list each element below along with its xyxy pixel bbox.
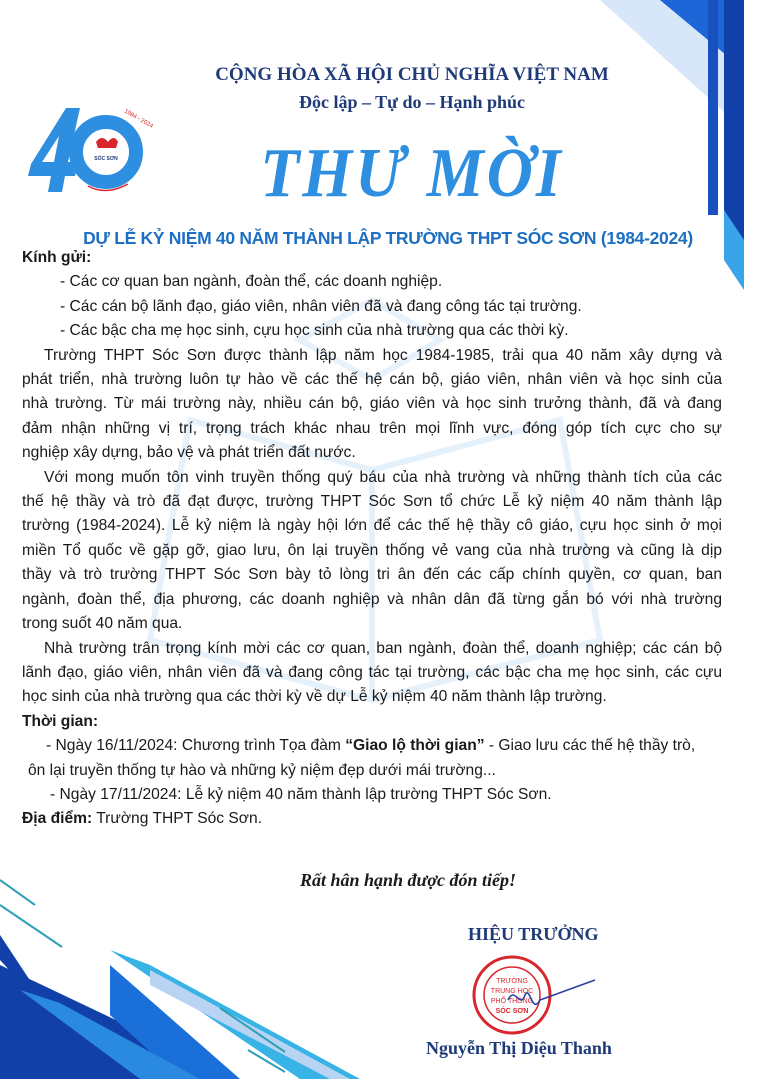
page-title: THƯ MỜI [260, 133, 564, 212]
schedule-event-1: - Ngày 16/11/2024: Chương trình Tọa đàm “Giao lộ thời gian” - Giao lưu các thế hệ thầy trò, [46, 737, 696, 755]
paragraph-line: Với mong muốn tôn vinh truyền thống quý báu của nhà trường và những thành tích của các [44, 468, 722, 486]
paragraph-line: trường (1984-2024). Lễ kỷ niệm là ngày hội lớn để các thế hệ thầy cô giáo, cựu học sinh ở mọi [22, 517, 722, 535]
svg-text:TRUNG HỌC: TRUNG HỌC [490, 988, 534, 995]
recipient-item: - Các bậc cha mẹ học sinh, cựu học sinh của nhà trường qua các thời kỳ. [60, 322, 569, 340]
paragraph-line: nhà trường. Từ mái trường này, nhiều cán bộ, giáo viên và học sinh trưởng thành, đã và đang [22, 395, 722, 413]
letter-body [22, 246, 722, 832]
paragraph-line: ngành, đoàn thể, địa phương, các doanh nghiệp và nhân dân đã từng gắn bó với nhà trường [22, 590, 722, 608]
schedule-event-2: - Ngày 17/11/2024: Lễ kỷ niệm 40 năm thành lập trường THPT Sóc Sơn. [50, 785, 552, 803]
paragraph-line: nghiệp xây dựng, bảo vệ và phát triển đất nước. [22, 444, 356, 462]
official-stamp [470, 955, 610, 1035]
motto: Độc lập – Tự do – Hạnh phúc [298, 92, 526, 112]
paragraph-line: đảm nhận những vị trí, trọng trách khác nhau trên mọi lĩnh vực, đóng góp tích cực cho sự [22, 419, 722, 437]
paragraph-line: lãnh đạo, giáo viên, nhân viên đã và đang công tác tại trường, các bậc cha mẹ học sinh, các cựu [22, 663, 722, 681]
svg-text:PHỔ THÔNG: PHỔ THÔNG [490, 998, 534, 1005]
paragraph-line: miền Tổ quốc về gặp gỡ, giao lưu, ôn lại truyền thống vẻ vang của nhà trường và cũng là dịp [22, 541, 722, 559]
paragraph-line: thế hệ thầy và trò đã đạt được, trường THPT Sóc Sơn tổ chức Lễ kỷ niệm 40 năm thành lập [22, 493, 722, 511]
paragraph-line: phát triển, nhà trường luôn tự hào về các thế hệ cán bộ, giáo viên, nhân viên và học sinh của [22, 371, 722, 389]
greeting-label: Kính gửi: [22, 249, 92, 266]
recipient-item: - Các cơ quan ban ngành, đoàn thể, các doanh nghiệp. [60, 273, 443, 291]
signatory-name: Nguyễn Thị Diệu Thanh [426, 1038, 612, 1058]
closing-remark: Rất hân hạnh được đón tiếp! [300, 870, 516, 890]
logo-years: 1984 - 2024 [123, 108, 154, 130]
paragraph-line: học sinh của nhà trường qua các thời kỳ về dự Lễ kỷ niệm 40 năm thành lập trường. [22, 688, 607, 706]
nation-heading: CỘNG HÒA XÃ HỘI CHỦ NGHĨA VIỆT NAM [215, 64, 609, 85]
paragraph-line: trong suốt 40 năm qua. [22, 615, 183, 633]
schedule-label: Thời gian: [22, 712, 99, 730]
paragraph-line: thầy và trò trường THPT Sóc Sơn bày tỏ lòng tri ân đến các cấp chính quyền, cơ quan, ban [22, 566, 722, 584]
logo-school: SÓC SƠN [94, 156, 118, 162]
paragraph-line: Trường THPT Sóc Sơn được thành lập năm học 1984-1985, trải qua 40 năm xây dựng và [44, 346, 722, 364]
event-subtitle: DỰ LỄ KỶ NIỆM 40 NĂM THÀNH LẬP TRƯỜNG THPT SÓC SƠN (1984-2024) [83, 228, 693, 248]
svg-text:TRƯỜNG: TRƯỜNG [496, 978, 528, 985]
venue: Địa điểm: Trường THPT Sóc Sơn. [22, 810, 263, 828]
schedule-event-1-detail: ôn lại truyền thống tự hào và những kỷ niệm đẹp dưới mái trường... [28, 761, 496, 779]
recipient-item: - Các cán bộ lãnh đạo, giáo viên, nhân viên đã và đang công tác tại trường. [60, 297, 582, 315]
signature-title: HIỆU TRƯỞNG [468, 924, 599, 944]
paragraph-line: Nhà trường trân trọng kính mời các cơ quan, ban ngành, đoàn thể, doanh nghiệp; các cán bộ [44, 639, 722, 657]
svg-text:SÓC SƠN: SÓC SƠN [495, 1008, 529, 1015]
